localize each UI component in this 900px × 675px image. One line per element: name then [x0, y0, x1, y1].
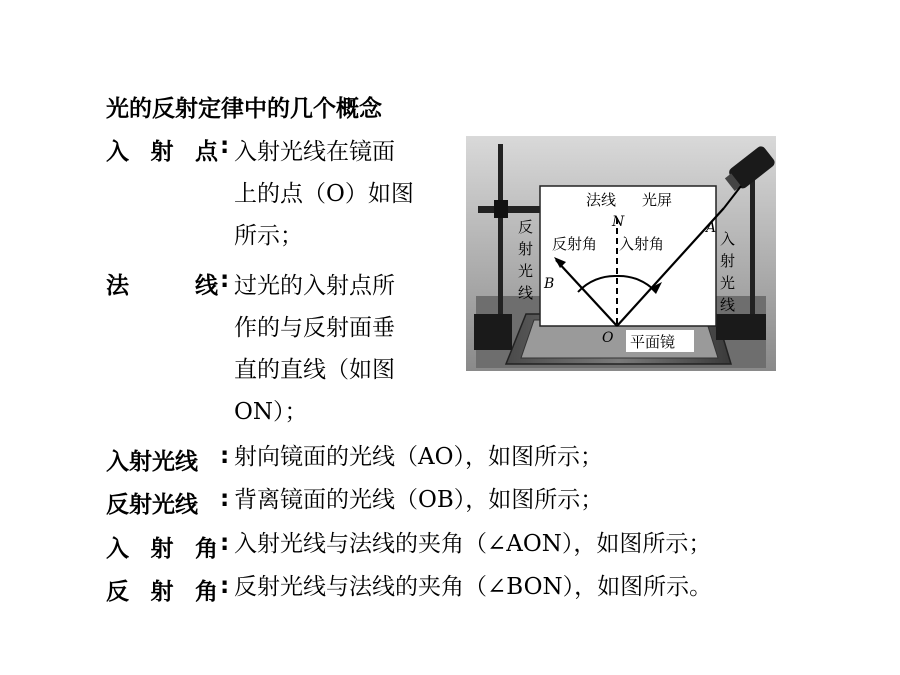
- term-incidence-angle: [106, 530, 230, 563]
- label-incident-ray-char: 光: [720, 274, 736, 292]
- term-char: 射: [150, 579, 174, 605]
- def-normal: [234, 265, 395, 433]
- label-incident-ray-char: 射: [720, 252, 736, 270]
- term-char: 线: [195, 273, 218, 299]
- def-reflection-angle: 反射光线与法线的夹角（∠BON），如图所示。: [234, 574, 713, 600]
- term-char: 角: [195, 536, 218, 562]
- term-char: 角: [195, 579, 218, 605]
- label-incident-ray-char: 线: [720, 296, 736, 314]
- term-reflection-angle: [106, 573, 230, 606]
- def-line: 上的点（O）如图: [234, 181, 414, 207]
- light-screen: [540, 186, 716, 326]
- label-a-point: A: [706, 220, 717, 236]
- label-screen: 光屏: [642, 191, 673, 209]
- term-text: 入射光线: [106, 449, 198, 475]
- def-line: 所示；: [234, 223, 303, 249]
- term-char: 入: [106, 139, 129, 165]
- def-line: 作的与反射面垂: [234, 315, 395, 341]
- colon: :: [220, 530, 230, 556]
- def-line: 直的直线（如图: [234, 357, 395, 383]
- colon: :: [220, 267, 230, 293]
- def-incident-ray: 射向镜面的光线（AO），如图所示；: [234, 444, 603, 470]
- term-char: 入: [106, 536, 129, 562]
- term-char: 法: [106, 273, 129, 299]
- def-incidence-point: [234, 131, 414, 257]
- left-stand-base: [474, 314, 512, 350]
- term-reflected-ray: [106, 486, 230, 519]
- label-b-point: B: [544, 276, 555, 292]
- def-line: ON）；: [234, 399, 308, 425]
- label-normal: 法线: [586, 191, 617, 209]
- left-stand-clamp: [494, 200, 508, 218]
- term-char: 点: [195, 139, 218, 165]
- label-reflected-ray-char: 射: [518, 240, 534, 258]
- label-incidence-angle: 入射角: [619, 235, 665, 253]
- colon: :: [220, 443, 230, 469]
- term-char: 反: [106, 579, 129, 605]
- reflection-apparatus-figure: [466, 136, 776, 371]
- right-stand-rod: [750, 166, 755, 316]
- label-mirror: 平面镜: [630, 333, 676, 351]
- term-incidence-point: [106, 133, 230, 166]
- def-reflected-ray: 背离镜面的光线（OB），如图所示；: [234, 487, 604, 513]
- label-reflected-ray-char: 线: [518, 284, 534, 302]
- term-char: 射: [150, 536, 174, 562]
- right-stand-base: [716, 314, 766, 340]
- page-title: 光的反射定律中的几个概念: [106, 96, 382, 122]
- def-incidence-angle: 入射光线与法线的夹角（∠AON），如图所示；: [234, 531, 712, 557]
- def-line: 入射光线在镜面: [234, 139, 395, 165]
- label-reflected-ray-char: 光: [518, 262, 534, 280]
- colon: :: [220, 573, 230, 599]
- term-char: 射: [150, 139, 174, 165]
- label-reflection-angle: 反射角: [552, 235, 598, 253]
- term-normal: [106, 267, 230, 300]
- colon: :: [220, 133, 230, 159]
- term-text: 反射光线: [106, 492, 198, 518]
- colon: :: [220, 486, 230, 512]
- label-n-point: N: [612, 214, 625, 230]
- def-line: 过光的入射点所: [234, 273, 395, 299]
- term-incident-ray: [106, 443, 230, 476]
- label-incident-ray-char: 入: [720, 230, 736, 248]
- apparatus-diagram: [466, 136, 776, 371]
- label-o-point: O: [602, 330, 614, 346]
- left-stand-rod: [498, 144, 503, 319]
- label-reflected-ray-char: 反: [518, 218, 534, 236]
